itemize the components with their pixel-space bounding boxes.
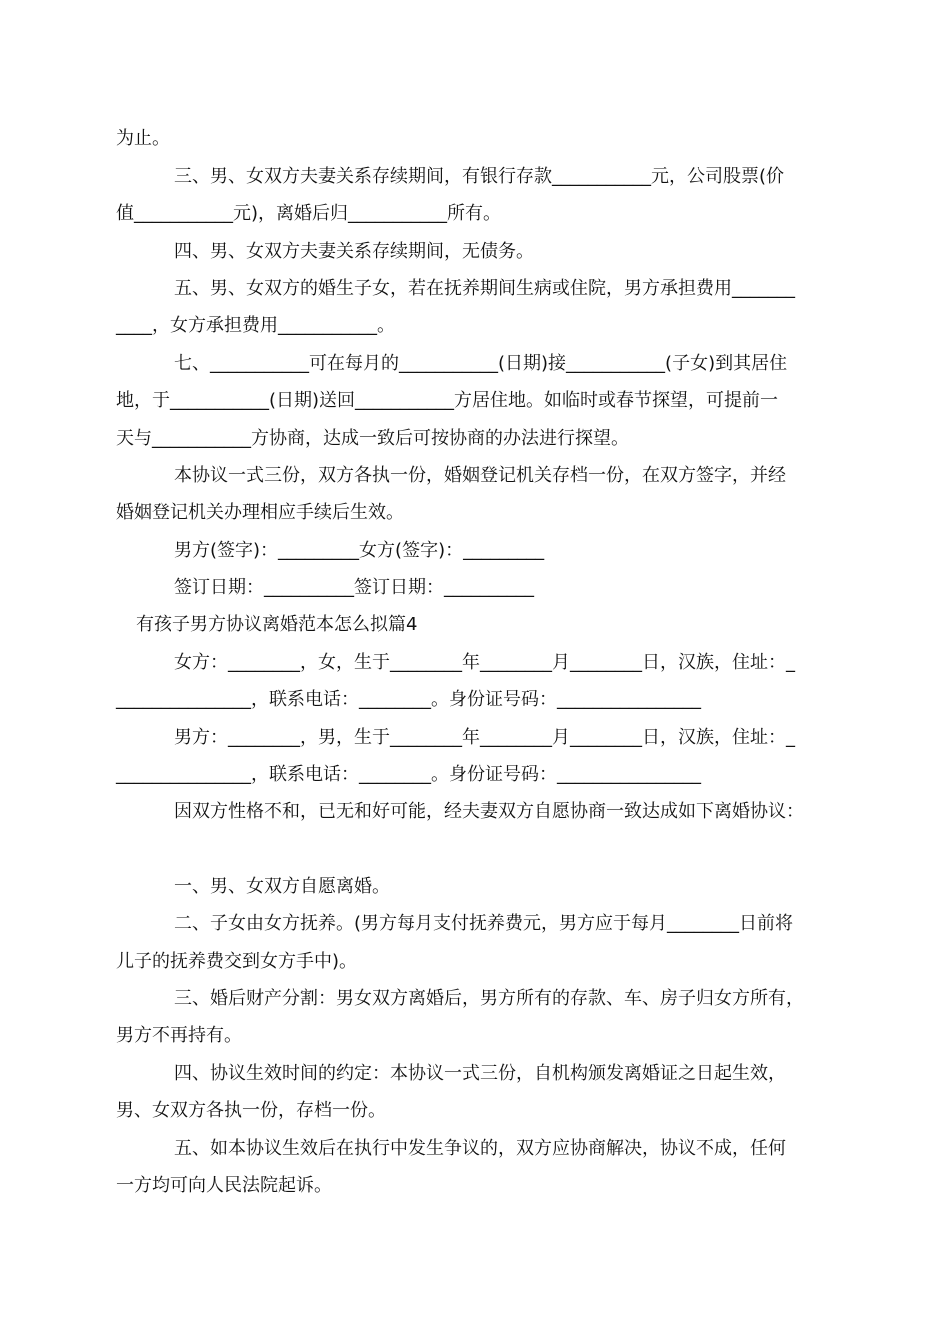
text-line: 因双方性格不和，已无和好可能，经夫妻双方自愿协商一致达成如下离婚协议：	[174, 801, 804, 822]
text-line: 一方均可向人民法院起诉。	[116, 1175, 332, 1196]
text-line: 一、男、女双方自愿离婚。	[174, 876, 390, 897]
text-line: 五、如本协议生效后在执行中发生争议的，双方应协商解决，协议不成，任何	[174, 1138, 786, 1159]
text-line: 五、男、女双方的婚生子女，若在抚养期间生病或住院，男方承担费用_______	[174, 278, 795, 299]
text-line: 男方：________，男，生于________年________月________日，汉族，住址：_	[174, 727, 795, 748]
text-line: 三、婚后财产分割：男女双方离婚后，男方所有的存款、车、房子归女方所有，	[174, 988, 804, 1009]
text-line: 值___________元)，离婚后归___________所有。	[116, 203, 502, 224]
text-line: 女方：________，女，生于________年________月________日，汉族，住址：_	[174, 652, 795, 673]
text-line: 天与___________方协商，达成一致后可按协商的办法进行探望。	[116, 428, 629, 449]
text-line: 四、协议生效时间的约定：本协议一式三份，自机构颁发离婚证之日起生效，	[174, 1063, 786, 1084]
text-line: _______________，联系电话：________。身份证号码：________________	[116, 689, 701, 710]
date-line: 签订日期：__________签订日期：__________	[174, 577, 534, 598]
section-heading: 有孩子男方协议离婚范本怎么拟篇4	[136, 614, 418, 635]
text-line: 婚姻登记机关办理相应手续后生效。	[116, 502, 404, 523]
text-line: 四、男、女双方夫妻关系存续期间，无债务。	[174, 241, 534, 262]
text-line: ____，女方承担费用___________。	[116, 315, 395, 336]
text-line: 男、女双方各执一份，存档一份。	[116, 1100, 386, 1121]
text-line: 地，于___________(日期)送回___________方居住地。如临时或春节探望，可提前一	[116, 390, 779, 411]
text-line: 为止。	[116, 128, 170, 149]
signature-line: 男方(签字)：_________女方(签字)：_________	[174, 540, 545, 561]
text-line: 儿子的抚养费交到女方手中)。	[116, 951, 358, 972]
text-line: 二、子女由女方抚养。(男方每月支付抚养费元，男方应于每月________日前将	[174, 913, 794, 934]
text-line: 三、男、女双方夫妻关系存续期间，有银行存款___________元，公司股票(价	[174, 166, 785, 187]
text-line: 男方不再持有。	[116, 1025, 242, 1046]
text-line: 七、___________可在每月的___________(日期)接___________(子女)到其居住	[174, 353, 788, 374]
text-line: _______________，联系电话：________。身份证号码：________________	[116, 764, 701, 785]
text-line: 本协议一式三份，双方各执一份，婚姻登记机关存档一份，在双方签字，并经	[174, 465, 786, 486]
